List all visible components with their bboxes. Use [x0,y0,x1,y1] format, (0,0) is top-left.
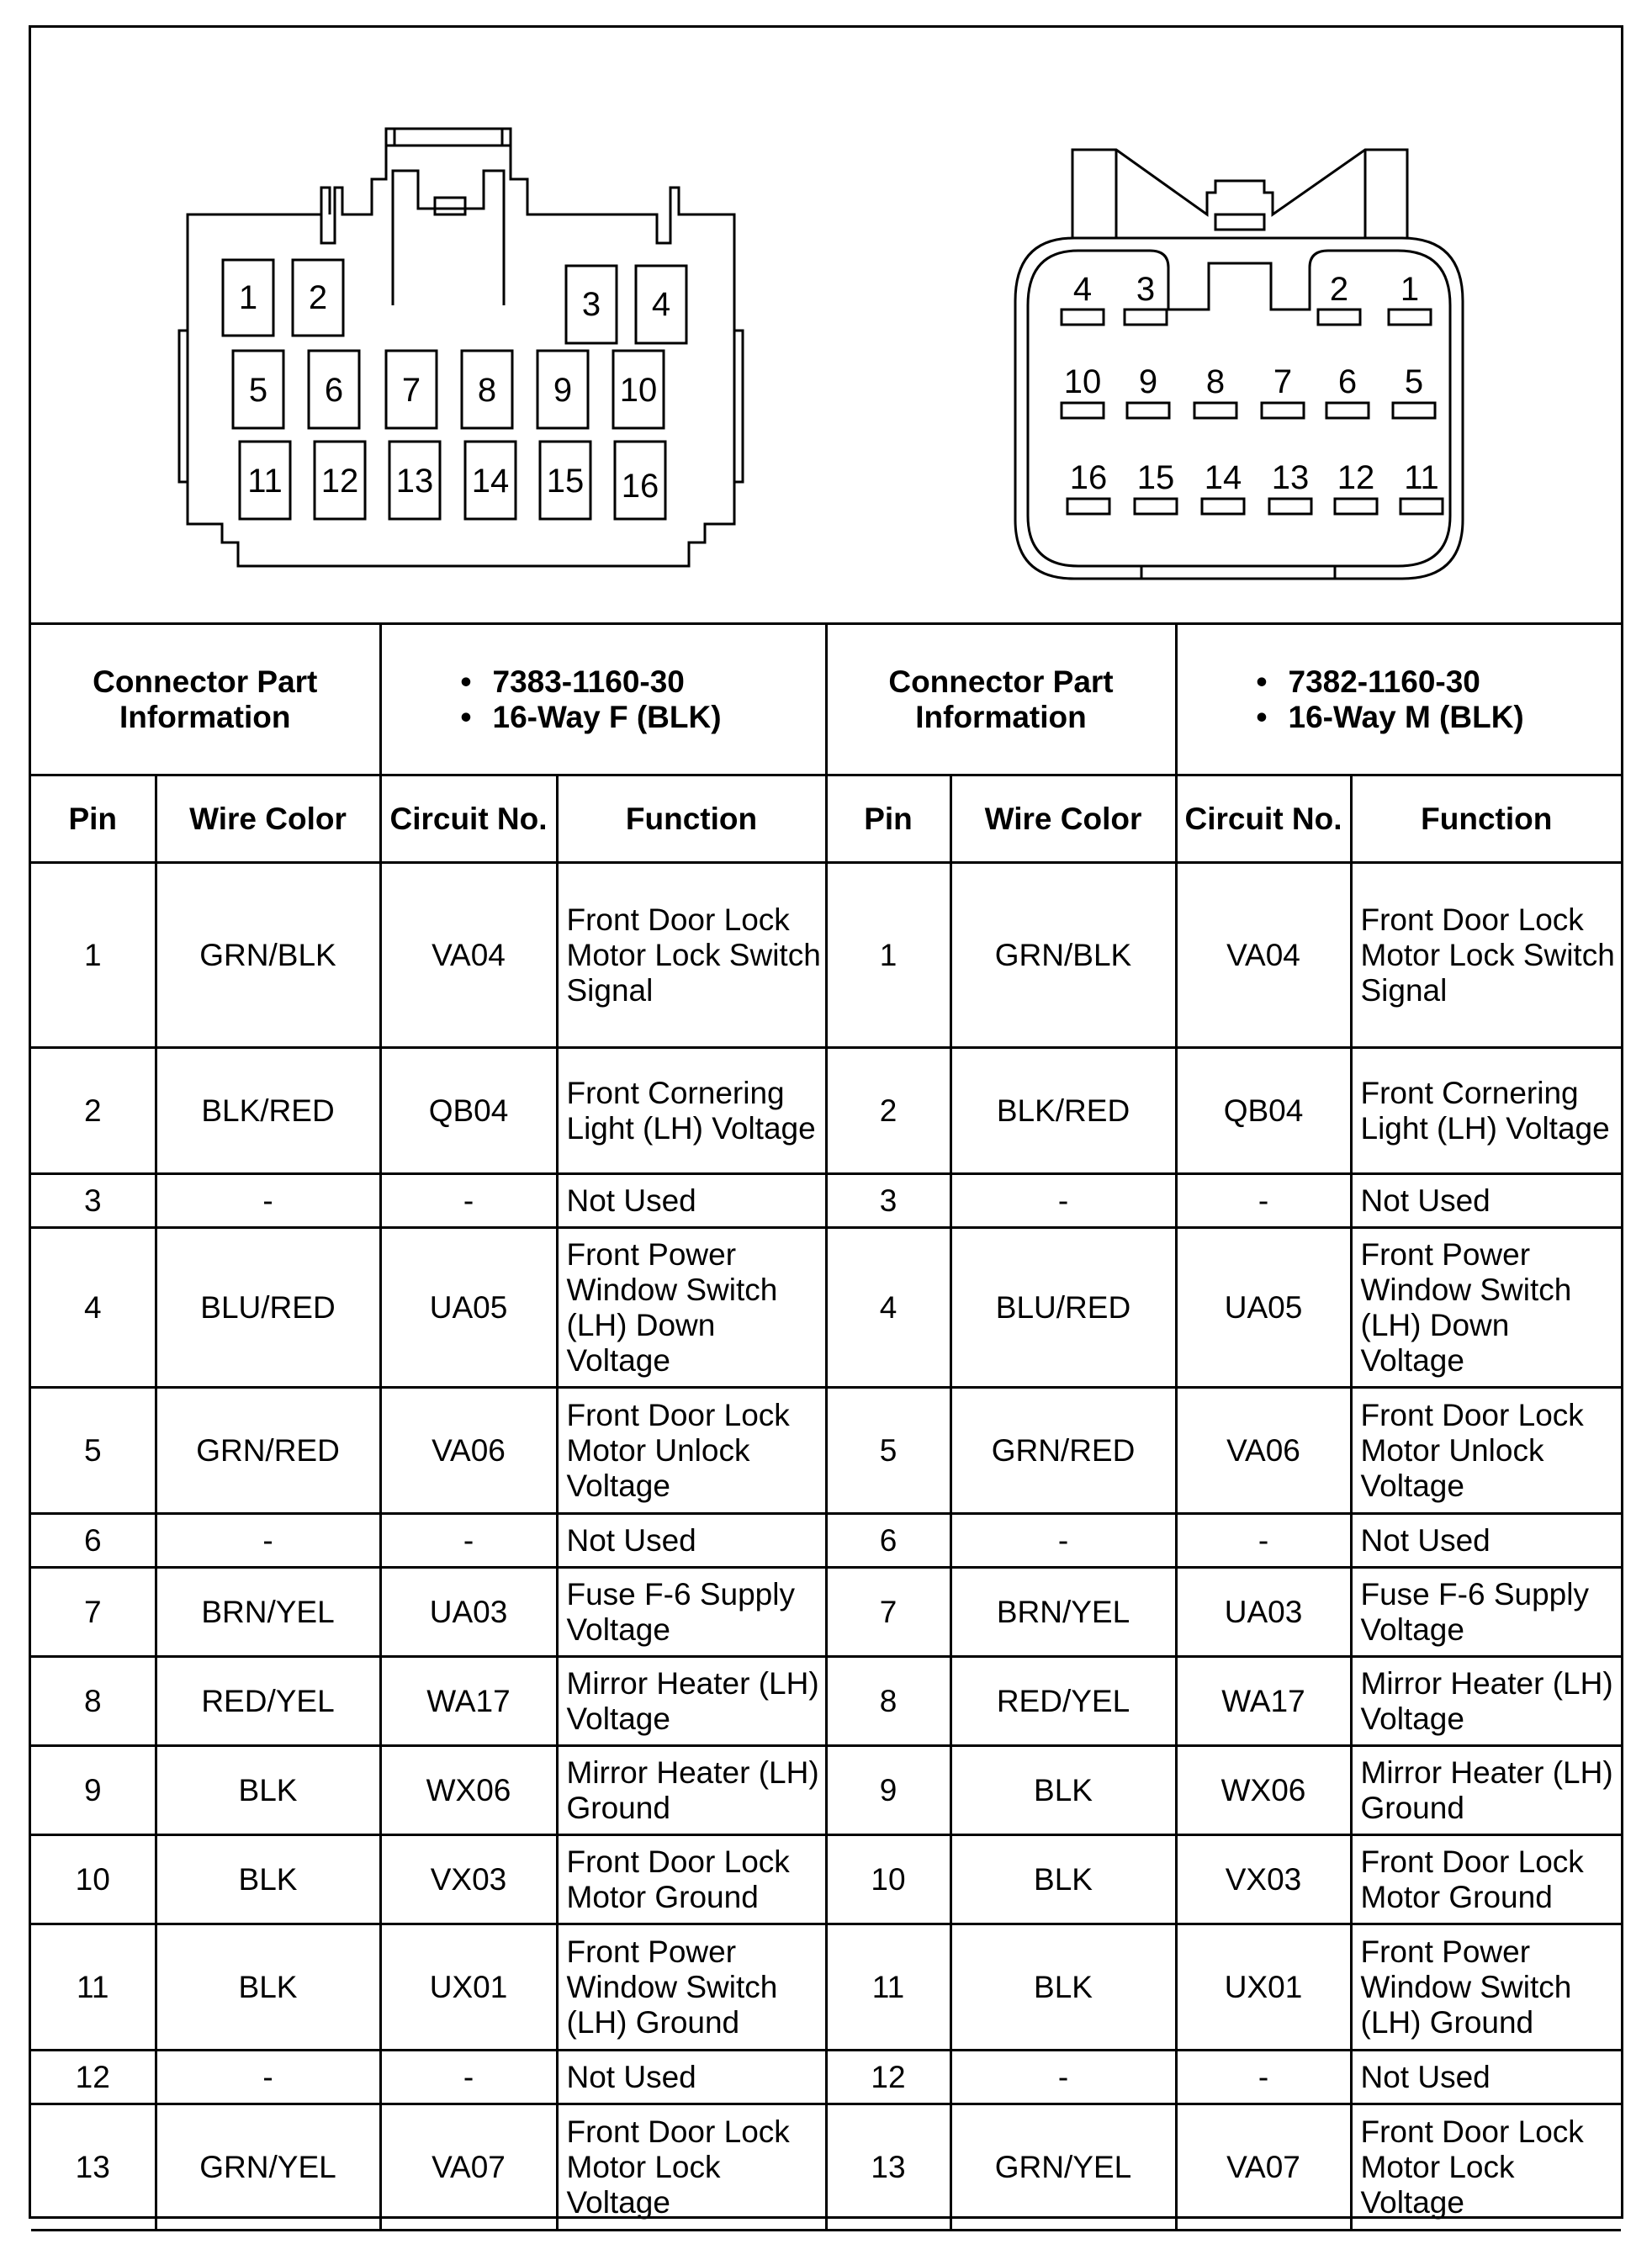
table-row [31,1514,1621,1568]
header-pin: Pin [826,775,950,863]
pin-cell: 3 [826,1174,950,1228]
header-function: Function [1351,775,1621,863]
pin-label: 2 [1329,271,1349,308]
circuit-no-cell: QB04 [380,1048,557,1174]
function-cell: Front Cornering Light (LH) Voltage [1351,1048,1621,1174]
circuit-no-cell: WA17 [1176,1657,1351,1746]
function-cell: Mirror Heater (LH) Voltage [557,1657,826,1746]
table-row [31,1174,1621,1228]
part-number-left: 7383-1160-30 [492,664,685,699]
circuit-no-cell: WA17 [380,1657,557,1746]
pin-label: 1 [238,279,258,316]
connector-info-values-left [380,624,826,775]
pin-cell: 7 [826,1568,950,1657]
function-cell: Mirror Heater (LH) Ground [557,1746,826,1835]
connector-info-values-right [1176,624,1621,775]
pin-label: 16 [1069,459,1108,496]
circuit-no-cell: - [380,2051,557,2104]
function-cell: Not Used [1351,1514,1621,1568]
function-cell: Mirror Heater (LH) Ground [1351,1746,1621,1835]
circuit-no-cell: VA07 [380,2104,557,2231]
pin-label: 9 [1138,363,1158,400]
wire-color-cell: BRN/YEL [950,1568,1176,1657]
circuit-no-cell: VX03 [380,1835,557,1924]
connector-info-row [31,624,1621,775]
connector-type-left: 16-Way F (BLK) [492,699,722,734]
pin-cell: 11 [826,1924,950,2051]
pin-label: 8 [1205,363,1226,400]
pin-cell: 4 [826,1228,950,1388]
function-cell: Not Used [557,1174,826,1228]
pin-label: 4 [651,286,671,323]
function-cell: Fuse F-6 Supply Voltage [1351,1568,1621,1657]
bullet-icon: • [460,664,472,699]
circuit-no-cell: UX01 [380,1924,557,2051]
wire-color-cell: BLK [950,1746,1176,1835]
function-cell: Not Used [1351,1174,1621,1228]
function-cell: Front Cornering Light (LH) Voltage [557,1048,826,1174]
wire-color-cell: BLK/RED [156,1048,380,1174]
function-cell: Front Door Lock Motor Unlock Voltage [1351,1388,1621,1514]
function-cell: Front Door Lock Motor Ground [1351,1835,1621,1924]
circuit-no-cell: UA03 [1176,1568,1351,1657]
pin-label: 16 [621,468,659,505]
male-pin-labels [1064,271,1439,496]
table-row [31,1388,1621,1514]
function-cell: Fuse F-6 Supply Voltage [557,1568,826,1657]
pin-cell: 2 [826,1048,950,1174]
pin-label: 6 [324,372,344,409]
pin-label: 11 [247,463,283,500]
header-function: Function [557,775,826,863]
pin-label: 11 [1404,459,1439,496]
circuit-no-cell: VA04 [1176,863,1351,1048]
function-cell: Not Used [557,2051,826,2104]
function-cell: Front Door Lock Motor Unlock Voltage [557,1388,826,1514]
pin-label: 13 [395,463,434,500]
pin-label: 13 [1271,459,1310,496]
bullet-icon: • [1256,699,1268,734]
pin-cell: 10 [826,1835,950,1924]
table-row [31,1657,1621,1746]
wire-color-cell: BLK [156,1924,380,2051]
wire-color-cell: BLK [950,1924,1176,2051]
pin-label: 3 [581,286,601,323]
circuit-no-cell: UA03 [380,1568,557,1657]
pin-label: 7 [1273,363,1293,400]
circuit-no-cell: VX03 [1176,1835,1351,1924]
wire-color-cell: BLK [156,1835,380,1924]
header-wire-color: Wire Color [156,775,380,863]
wire-color-cell: GRN/BLK [156,863,380,1048]
wire-color-cell: - [156,2051,380,2104]
bullet-icon: • [460,699,472,734]
function-cell: Not Used [557,1514,826,1568]
pin-cell: 8 [826,1657,950,1746]
pin-cell: 12 [826,2051,950,2104]
pin-label: 6 [1337,363,1358,400]
function-cell: Front Door Lock Motor Lock Switch Signal [1351,863,1621,1048]
column-header-row [31,775,1621,863]
connector-diagrams-svg [31,28,1621,622]
part-number-right: 7382-1160-30 [1288,664,1480,699]
pin-cell: 8 [31,1657,156,1746]
pin-cell: 2 [31,1048,156,1174]
table-row [31,863,1621,1048]
pin-cell: 9 [826,1746,950,1835]
pin-cell: 6 [31,1514,156,1568]
circuit-no-cell: UA05 [380,1228,557,1388]
function-cell: Front Door Lock Motor Ground [557,1835,826,1924]
pin-label: 2 [308,279,328,316]
circuit-no-cell: UX01 [1176,1924,1351,2051]
wire-color-cell: RED/YEL [156,1657,380,1746]
pin-label: 10 [619,372,658,409]
pin-label: 15 [1136,459,1175,496]
pin-label: 7 [401,372,421,409]
pin-label: 4 [1072,271,1093,308]
wire-color-cell: - [950,1514,1176,1568]
function-cell: Front Power Window Switch (LH) Down Voltage [1351,1228,1621,1388]
pin-cell: 1 [31,863,156,1048]
connector-info-label-right: Connector Part Information [826,624,1176,775]
pin-label: 5 [248,372,268,409]
wire-color-cell: - [950,2051,1176,2104]
circuit-no-cell: UA05 [1176,1228,1351,1388]
female-connector-cavities [223,260,686,519]
function-cell: Front Door Lock Motor Lock Voltage [557,2104,826,2231]
circuit-no-cell: VA06 [1176,1388,1351,1514]
function-cell: Not Used [1351,2051,1621,2104]
pin-label: 14 [1204,459,1242,496]
pin-label: 3 [1136,271,1156,308]
pin-cell: 12 [31,2051,156,2104]
wire-color-cell: BLK/RED [950,1048,1176,1174]
wire-color-cell: BLU/RED [156,1228,380,1388]
table-row [31,1924,1621,2051]
header-circuit-no: Circuit No. [1176,775,1351,863]
page-frame [29,25,1623,2219]
table-row [31,2051,1621,2104]
pin-cell: 7 [31,1568,156,1657]
wire-color-cell: - [156,1514,380,1568]
header-pin: Pin [31,775,156,863]
circuit-no-cell: VA07 [1176,2104,1351,2231]
pin-cell: 1 [826,863,950,1048]
header-wire-color: Wire Color [950,775,1176,863]
circuit-no-cell: QB04 [1176,1048,1351,1174]
wire-color-cell: - [156,1174,380,1228]
table-row [31,1228,1621,1388]
wire-color-cell: GRN/RED [950,1388,1176,1514]
wire-color-cell: GRN/YEL [950,2104,1176,2231]
wire-color-cell: GRN/RED [156,1388,380,1514]
connector-type-right: 16-Way M (BLK) [1288,699,1524,734]
pin-cell: 3 [31,1174,156,1228]
wire-color-cell: GRN/YEL [156,2104,380,2231]
wire-color-cell: BLK [950,1835,1176,1924]
wire-color-cell: BLK [156,1746,380,1835]
circuit-no-cell: WX06 [1176,1746,1351,1835]
circuit-no-cell: - [1176,2051,1351,2104]
function-cell: Front Door Lock Motor Lock Voltage [1351,2104,1621,2231]
table-row [31,1048,1621,1174]
function-cell: Mirror Heater (LH) Voltage [1351,1657,1621,1746]
pin-cell: 13 [31,2104,156,2231]
circuit-no-cell: - [1176,1174,1351,1228]
header-circuit-no: Circuit No. [380,775,557,863]
pin-label: 5 [1404,363,1424,400]
pin-label: 14 [471,463,510,500]
pin-label: 1 [1400,271,1420,308]
circuit-no-cell: VA04 [380,863,557,1048]
pin-cell: 5 [31,1388,156,1514]
table-row [31,1568,1621,1657]
function-cell: Front Door Lock Motor Lock Switch Signal [557,863,826,1048]
circuit-no-cell: - [380,1514,557,1568]
bullet-icon: • [1256,664,1268,699]
function-cell: Front Power Window Switch (LH) Ground [557,1924,826,2051]
pin-label: 9 [553,372,573,409]
pin-label: 10 [1063,363,1102,400]
circuit-no-cell: VA06 [380,1388,557,1514]
pin-cell: 13 [826,2104,950,2231]
pin-cell: 11 [31,1924,156,2051]
table-row [31,1746,1621,1835]
pinout-table [31,622,1621,2231]
wire-color-cell: - [950,1174,1176,1228]
wire-color-cell: BRN/YEL [156,1568,380,1657]
pin-cell: 10 [31,1835,156,1924]
circuit-no-cell: WX06 [380,1746,557,1835]
table-row [31,2104,1621,2231]
pin-cell: 4 [31,1228,156,1388]
pin-label: 15 [546,463,585,500]
pin-label: 12 [1337,459,1375,496]
wire-color-cell: BLU/RED [950,1228,1176,1388]
pin-label: 8 [477,372,497,409]
pin-label: 12 [320,463,359,500]
wire-color-cell: RED/YEL [950,1657,1176,1746]
female-pin-labels [239,279,670,505]
circuit-no-cell: - [1176,1514,1351,1568]
pin-cell: 6 [826,1514,950,1568]
male-connector-terminals [1062,310,1443,514]
function-cell: Front Power Window Switch (LH) Down Voltage [557,1228,826,1388]
circuit-no-cell: - [380,1174,557,1228]
function-cell: Front Power Window Switch (LH) Ground [1351,1924,1621,2051]
wire-color-cell: GRN/BLK [950,863,1176,1048]
pin-cell: 5 [826,1388,950,1514]
table-row [31,1835,1621,1924]
connector-diagrams [31,28,1621,625]
connector-info-label-left: Connector Part Information [31,624,380,775]
pin-cell: 9 [31,1746,156,1835]
